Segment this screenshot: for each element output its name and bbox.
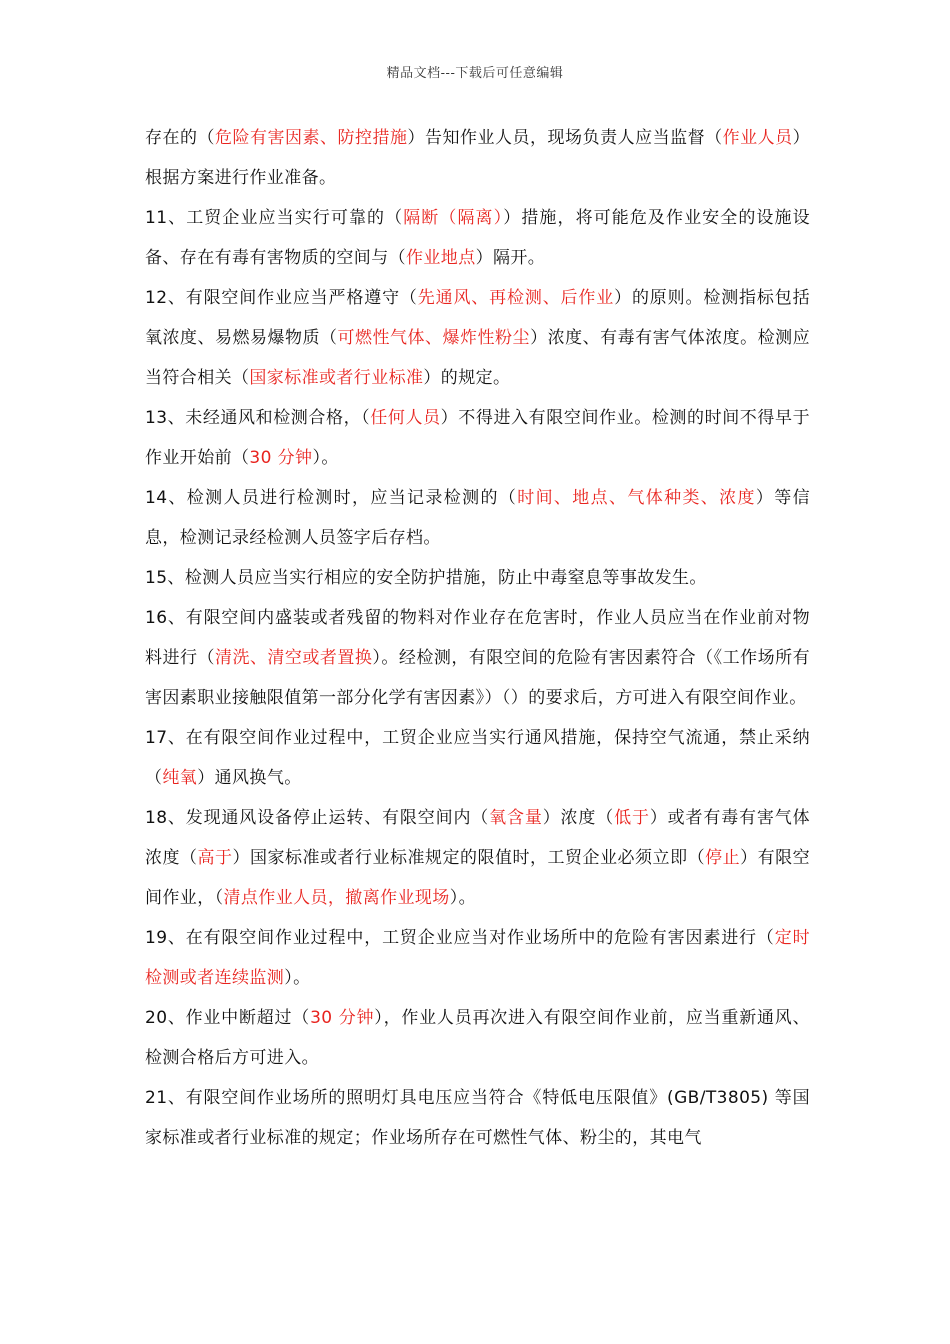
paragraph <box>145 798 810 918</box>
body-text: 13、未经通风和检测合格，（ <box>145 408 371 428</box>
paragraph <box>145 598 810 718</box>
body-text: ）的规定。 <box>423 368 511 388</box>
answer-text: 作业人员 <box>722 128 793 148</box>
answer-text: 清洗、清空或者置换 <box>214 648 373 668</box>
paragraph <box>145 718 810 798</box>
body-text: 11、工贸企业应当实行可靠的（ <box>145 208 404 228</box>
body-text: ）告知作业人员，现场负责人应当监督（ <box>407 128 723 148</box>
body-text: 12、有限空间作业应当严格遵守（ <box>145 288 418 308</box>
answer-text: 时间、地点、气体种类、浓度 <box>517 488 756 508</box>
body-text: ）根据方案进行作业准备。 <box>145 128 810 188</box>
body-text: ）等信息，检测记录经检测人员签字后存档。 <box>145 488 811 548</box>
body-text: ）措施，将可能危及作业安全的设施设备、存在有毒有害物质的空间与（ <box>145 208 810 268</box>
paragraph <box>145 478 810 558</box>
body-text: ）。经检测，有限空间的危险有害因素符合（《工作场所有害因素职业接触限值第一部分化学有害因素》）（）的要求后，方可进入有限空间作业。 <box>145 648 810 708</box>
answer-text: 任何人员 <box>370 408 441 428</box>
answer-text: 危险有害因素、防控措施 <box>215 128 408 148</box>
body-text: 21、有限空间作业场所的照明灯具电压应当符合《特低电压限值》(GB/T3805) 等国家标准或者行业标准的规定；作业场所存在可燃性气体、粉尘的，其电气 <box>145 1088 810 1148</box>
answer-text: 清点作业人员，撤离作业现场 <box>223 888 450 908</box>
body-text: ）。 <box>312 448 339 468</box>
body-text: ）浓度、有毒有害气体浓度。检测应当符合相关（ <box>145 328 810 388</box>
answer-text: 作业地点 <box>406 248 476 268</box>
document-body <box>145 118 810 1158</box>
paragraph <box>145 558 810 598</box>
answer-text: 低于 <box>614 808 650 828</box>
body-text: ）隔开。 <box>475 248 546 268</box>
paragraph <box>145 1078 810 1158</box>
body-text: 15、检测人员应当实行相应的安全防护措施，防止中毒窒息等事故发生。 <box>145 568 707 588</box>
body-text: 存在的（ <box>145 128 216 148</box>
answer-text: 30 分钟 <box>310 1008 375 1028</box>
body-text: ）。 <box>284 968 311 988</box>
answer-text: 国家标准或者行业标准 <box>249 368 424 388</box>
answer-text: 先通风、再检测、后作业 <box>417 288 615 308</box>
answer-text: 可燃性气体、爆炸性粉尘 <box>337 328 531 348</box>
body-text: ）不得进入有限空间作业。检测的时间不得早于作业开始前（ <box>145 408 810 468</box>
body-text: ）或者有毒有害气体浓度（ <box>145 808 810 868</box>
paragraph <box>145 918 810 998</box>
body-text: ）国家标准或者行业标准规定的限值时，工贸企业必须立即（ <box>232 848 706 868</box>
answer-text: 停止 <box>705 848 741 868</box>
body-text: 14、检测人员进行检测时，应当记录检测的（ <box>145 488 518 508</box>
body-text: 18、发现通风设备停止运转、有限空间内（ <box>145 808 490 828</box>
paragraph <box>145 198 810 278</box>
body-text: ）的原则。检测指标包括氧浓度、易燃易爆物质（ <box>145 288 810 348</box>
paragraph <box>145 998 810 1078</box>
answer-text: 纯氧 <box>162 768 198 788</box>
body-text: 19、在有限空间作业过程中，工贸企业应当对作业场所中的危险有害因素进行（ <box>145 928 775 948</box>
body-text: ）浓度（ <box>542 808 615 828</box>
paragraph <box>145 398 810 478</box>
paragraph <box>145 278 810 398</box>
answer-text: 30 分钟 <box>249 448 313 468</box>
body-text: ）通风换气。 <box>197 768 302 788</box>
body-text: ）有限空间作业，（ <box>145 848 810 908</box>
answer-text: 高于 <box>197 848 233 868</box>
paragraph <box>145 118 810 198</box>
body-text: 16、有限空间内盛装或者残留的物料对作业存在危害时，作业人员应当在作业前对物料进行（ <box>145 608 810 668</box>
body-text: 17、在有限空间作业过程中，工贸企业应当实行通风措施，保持空气流通，禁止采纳（ <box>145 728 810 788</box>
answer-text: 氧含量 <box>489 808 543 828</box>
body-text: ）。 <box>449 888 477 908</box>
answer-text: 隔断（隔离） <box>403 208 504 228</box>
answer-text: 定时检测或者连续监测 <box>145 928 810 988</box>
body-text: ），作业人员再次进入有限空间作业前，应当重新通风、检测合格后方可进入。 <box>145 1008 810 1068</box>
body-text: 20、作业中断超过（ <box>145 1008 311 1028</box>
page-header: 精品文档---下载后可任意编辑 <box>386 66 564 81</box>
